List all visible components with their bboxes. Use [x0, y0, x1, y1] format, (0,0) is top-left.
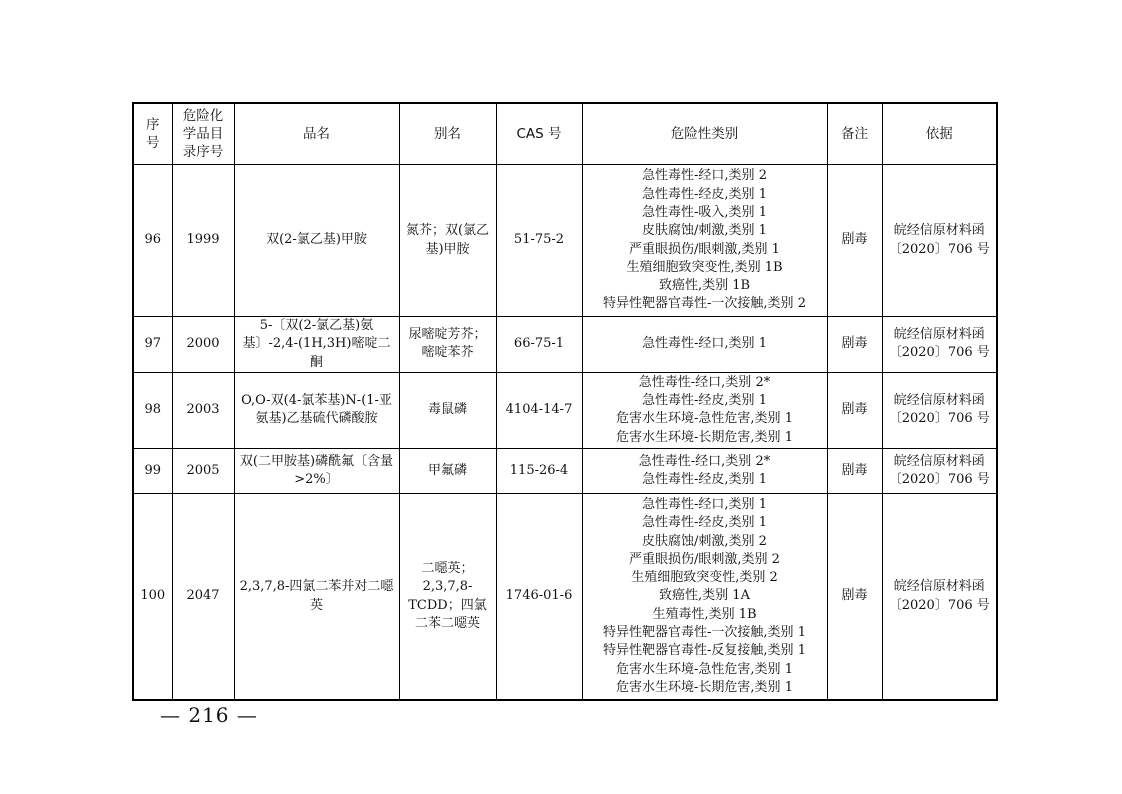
cell-catalog-no: 1999	[172, 165, 234, 317]
cell-catalog-no: 2047	[172, 493, 234, 700]
hazard-item: 生殖细胞致突变性,类别 1B	[626, 259, 783, 275]
header-cas: CAS 号	[496, 103, 582, 165]
hazardous-chemicals-table	[132, 102, 998, 701]
cell-seq: 98	[133, 372, 172, 448]
hazard-item: 致癌性,类别 1A	[659, 588, 750, 604]
cell-alias: 二噁英；2,3,7,8-TCDD；四氯二苯二噁英	[399, 493, 496, 700]
cell-hazard-list	[582, 448, 827, 493]
cell-seq: 100	[133, 493, 172, 700]
cell-cas: 1746-01-6	[496, 493, 582, 700]
cell-name: 5-〔双(2-氯乙基)氨基〕-2,4-(1H,3H)嘧啶二酮	[234, 317, 399, 373]
table-row	[133, 317, 997, 373]
table-row	[133, 448, 997, 493]
cell-basis: 皖经信原材料函〔2020〕706 号	[882, 317, 997, 373]
cell-seq: 96	[133, 165, 172, 317]
cell-remark: 剧毒	[827, 317, 882, 373]
header-hazard: 危险性类别	[582, 103, 827, 165]
hazard-item: 急性毒性-经口,类别 2*	[638, 453, 771, 469]
cell-alias: 毒鼠磷	[399, 372, 496, 448]
cell-basis: 皖经信原材料函〔2020〕706 号	[882, 448, 997, 493]
cell-cas: 4104-14-7	[496, 372, 582, 448]
table-row	[133, 372, 997, 448]
hazard-item: 急性毒性-吸入,类别 1	[642, 204, 767, 220]
cell-remark: 剧毒	[827, 165, 882, 317]
hazard-item: 特异性靶器官毒性-反复接触,类别 1	[603, 643, 806, 659]
cell-remark: 剧毒	[827, 448, 882, 493]
cell-alias: 甲氟磷	[399, 448, 496, 493]
header-name: 品名	[234, 103, 399, 165]
cell-alias: 尿嘧啶芳芥；嘧啶苯芥	[399, 317, 496, 373]
hazard-item: 致癌性,类别 1B	[658, 278, 751, 294]
cell-seq: 97	[133, 317, 172, 373]
cell-hazard-list	[582, 317, 827, 373]
cell-basis: 皖经信原材料函〔2020〕706 号	[882, 372, 997, 448]
cell-remark: 剧毒	[827, 493, 882, 700]
hazardous-chemicals-table-container	[132, 102, 996, 701]
cell-cas: 51-75-2	[496, 165, 582, 317]
hazard-item: 急性毒性-经口,类别 1	[642, 336, 767, 352]
cell-hazard-list	[582, 372, 827, 448]
cell-name: 双(二甲胺基)磷酰氟〔含量>2%〕	[234, 448, 399, 493]
cell-catalog-no: 2000	[172, 317, 234, 373]
header-basis: 依据	[882, 103, 997, 165]
header-seq: 序 号	[133, 103, 172, 165]
hazard-item: 生殖毒性,类别 1B	[652, 606, 757, 622]
cell-name: 2,3,7,8-四氯二苯并对二噁英	[234, 493, 399, 700]
header-remark: 备注	[827, 103, 882, 165]
header-catalog-no: 危险化 学品目 录序号	[172, 103, 234, 165]
hazard-item: 急性毒性-经口,类别 1	[642, 497, 767, 512]
hazard-item: 急性毒性-经口,类别 2*	[638, 374, 771, 390]
table-header-row	[133, 103, 997, 165]
hazard-item: 急性毒性-经口,类别 2	[642, 168, 767, 184]
hazard-item: 皮肤腐蚀/刺激,类别 2	[642, 533, 767, 549]
cell-basis: 皖经信原材料函〔2020〕706 号	[882, 165, 997, 317]
cell-cas: 115-26-4	[496, 448, 582, 493]
hazard-item: 危害水生环境-急性危害,类别 1	[616, 411, 793, 427]
cell-hazard-list	[582, 165, 827, 317]
cell-basis: 皖经信原材料函〔2020〕706 号	[882, 493, 997, 700]
hazard-item: 急性毒性-经皮,类别 1	[642, 186, 767, 202]
page-number: — 216 —	[160, 703, 258, 727]
cell-seq: 99	[133, 448, 172, 493]
cell-catalog-no: 2003	[172, 372, 234, 448]
cell-name: 双(2-氯乙基)甲胺	[234, 165, 399, 317]
cell-alias: 氮芥；双(氯乙基)甲胺	[399, 165, 496, 317]
table-row	[133, 165, 997, 317]
hazard-item: 严重眼损伤/眼刺激,类别 2	[629, 551, 780, 567]
hazard-item: 危害水生环境-长期危害,类别 1	[616, 679, 793, 695]
hazard-item: 急性毒性-经皮,类别 1	[642, 471, 767, 487]
cell-catalog-no: 2005	[172, 448, 234, 493]
hazard-item: 急性毒性-经皮,类别 1	[642, 393, 767, 409]
hazard-item: 生殖细胞致突变性,类别 2	[631, 570, 778, 586]
table-row	[133, 493, 997, 700]
cell-cas: 66-75-1	[496, 317, 582, 373]
hazard-item: 急性毒性-经皮,类别 1	[642, 515, 767, 531]
hazard-item: 特异性靶器官毒性-一次接触,类别 2	[603, 296, 806, 312]
hazard-item: 危害水生环境-急性危害,类别 1	[616, 661, 793, 677]
hazard-item: 危害水生环境-长期危害,类别 1	[616, 429, 793, 445]
cell-remark: 剧毒	[827, 372, 882, 448]
cell-name: O,O-双(4-氯苯基)N-(1-亚氨基)乙基硫代磷酸胺	[234, 372, 399, 448]
header-alias: 别名	[399, 103, 496, 165]
cell-hazard-list	[582, 493, 827, 700]
hazard-item: 皮肤腐蚀/刺激,类别 1	[642, 223, 767, 239]
hazard-item: 特异性靶器官毒性-一次接触,类别 1	[603, 625, 806, 641]
hazard-item: 严重眼损伤/眼刺激,类别 1	[629, 241, 780, 257]
